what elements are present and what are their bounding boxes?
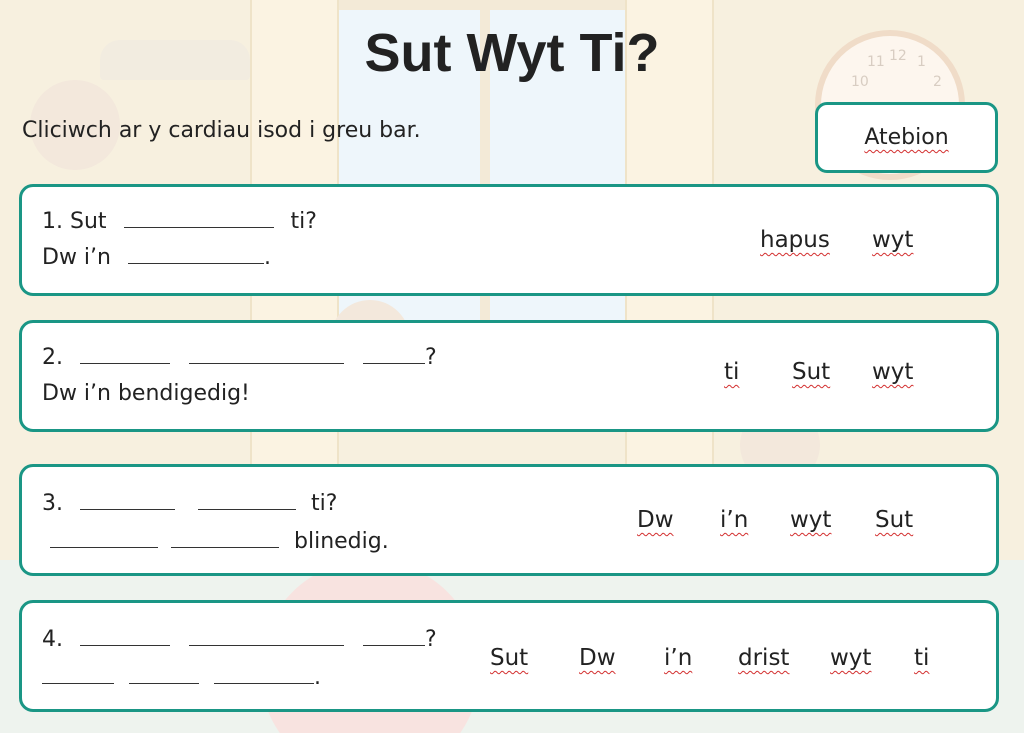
answer-blank — [124, 209, 274, 228]
card-4-line-1-prefix: 4. — [42, 627, 63, 652]
card-3-line-1-prefix: 3. — [42, 491, 63, 516]
card-1-line-2 — [42, 245, 271, 270]
instruction-text: Cliciwch ar y cardiau isod i greu bar. — [22, 118, 421, 143]
card-2-line-1 — [42, 345, 437, 370]
answers-button-label: Atebion — [864, 125, 949, 150]
word-card[interactable]: wyt — [872, 359, 914, 385]
sentence-card-2[interactable] — [19, 320, 999, 432]
answer-blank — [363, 345, 425, 364]
answer-blank — [171, 529, 279, 548]
answer-blank — [198, 491, 296, 510]
clock-number: 1 — [917, 54, 926, 70]
card-3-line-1 — [42, 491, 337, 516]
word-card[interactable]: Dw — [579, 645, 616, 671]
word-card[interactable]: i’n — [720, 507, 749, 533]
answer-blank — [189, 345, 344, 364]
card-2-line-2: Dw i’n bendigedig! — [42, 381, 250, 406]
clock-number: 12 — [889, 48, 907, 64]
answer-blank — [80, 345, 170, 364]
word-card[interactable]: wyt — [830, 645, 872, 671]
card-2-line-1-prefix: 2. — [42, 345, 63, 370]
word-card[interactable]: ti — [914, 645, 930, 671]
word-card[interactable]: Sut — [875, 507, 914, 533]
answer-blank — [42, 665, 114, 684]
sentence-card-4[interactable] — [19, 600, 999, 712]
card-1-line-2-prefix: Dw i’n — [42, 245, 111, 270]
page-title: Sut Wyt Ti? — [364, 23, 660, 83]
answer-blank — [214, 665, 314, 684]
card-4-line-1 — [42, 627, 437, 652]
card-2-line-1-suffix: ? — [425, 345, 437, 370]
word-card[interactable]: hapus — [760, 227, 830, 253]
sentence-card-1[interactable] — [19, 184, 999, 296]
card-1-line-1-suffix: ti? — [290, 209, 317, 234]
word-card[interactable]: i’n — [664, 645, 693, 671]
word-card[interactable]: ti — [724, 359, 740, 385]
clock-number: 10 — [851, 74, 869, 90]
card-1-line-1 — [42, 209, 317, 234]
word-card[interactable]: wyt — [790, 507, 832, 533]
answer-blank — [189, 627, 344, 646]
word-card[interactable]: Sut — [490, 645, 529, 671]
word-card[interactable]: Sut — [792, 359, 831, 385]
word-card[interactable]: drist — [738, 645, 790, 671]
answers-button[interactable] — [815, 102, 998, 173]
clock-number: 2 — [933, 74, 942, 90]
card-1-line-1-prefix: 1. Sut — [42, 209, 107, 234]
card-3-line-1-suffix: ti? — [311, 491, 338, 516]
card-4-line-1-suffix: ? — [425, 627, 437, 652]
answer-blank — [363, 627, 425, 646]
card-3-line-2 — [50, 529, 389, 554]
card-3-line-2-suffix: blinedig. — [294, 529, 389, 554]
card-4-line-2 — [42, 665, 321, 690]
answer-blank — [80, 627, 170, 646]
word-card[interactable]: wyt — [872, 227, 914, 253]
card-4-line-2-suffix: . — [314, 665, 321, 690]
answer-blank — [128, 245, 264, 264]
answer-blank — [50, 529, 158, 548]
answer-blank — [80, 491, 175, 510]
word-card[interactable]: Dw — [637, 507, 674, 533]
answer-blank — [129, 665, 199, 684]
clock-number: 11 — [867, 54, 885, 70]
sentence-card-3[interactable] — [19, 464, 999, 576]
card-1-line-2-suffix: . — [263, 245, 271, 270]
